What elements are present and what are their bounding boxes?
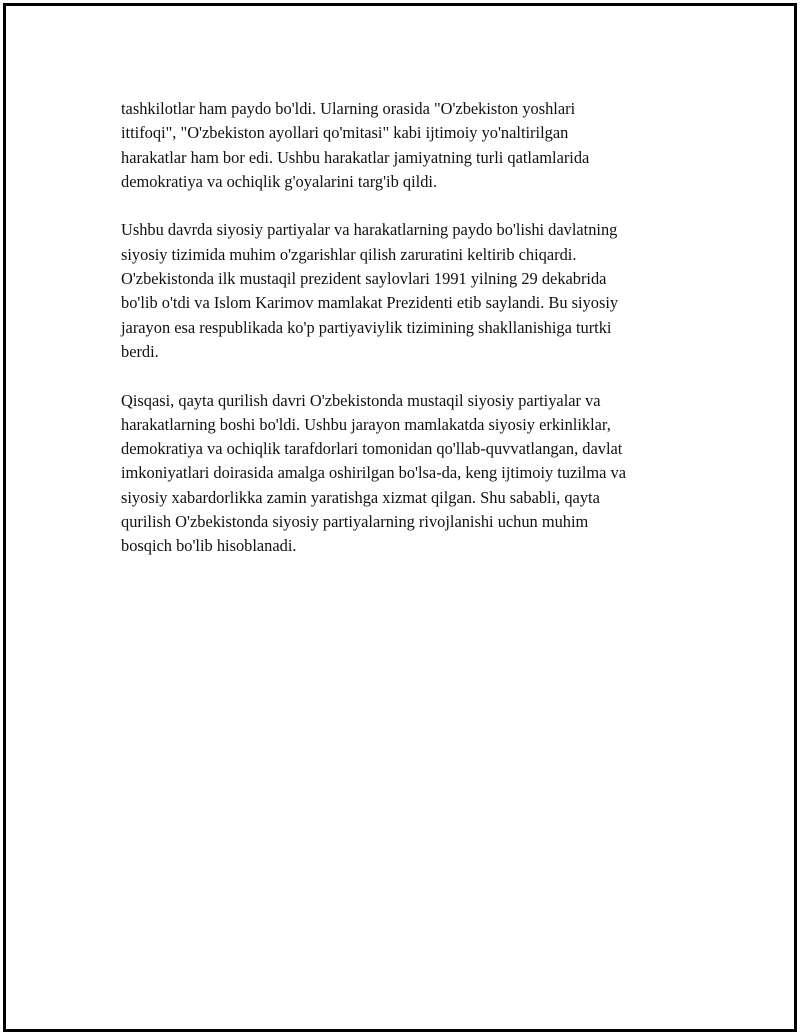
document-page xyxy=(3,3,797,1032)
paragraph-2 xyxy=(121,218,701,364)
text-line: demokratiya va ochiqlik tarafdorlari tomonidan qo'llab-quvvatlangan, davlat xyxy=(121,439,623,459)
text-line: Ushbu davrda siyosiy partiyalar va harakatlarning paydo bo'lishi davlatning xyxy=(121,220,618,240)
text-line: tashkilotlar ham paydo bo'ldi. Ularning orasida "O'zbekiston yoshlari xyxy=(121,99,576,118)
text-line: siyosiy xabardorlikka zamin yaratishga xizmat qilgan. Shu sababli, qayta xyxy=(121,487,600,507)
paragraph-3 xyxy=(121,389,701,559)
paragraph-1 xyxy=(121,97,701,194)
text-line: bosqich bo'lib hisoblanadi. xyxy=(121,536,297,556)
text-line: Qisqasi, qayta qurilish davri O'zbekistonda mustaqil siyosiy partiyalar va xyxy=(121,390,601,410)
text-line: ittifoqi", "O'zbekiston ayollari qo'mitasi" kabi ijtimoiy yo'naltirilgan xyxy=(121,123,569,143)
text-line: imkoniyatlari doirasida amalga oshirilgan bo'lsa-da, keng ijtimoiy tuzilma va xyxy=(121,463,627,483)
text-line: berdi. xyxy=(121,341,159,361)
text-line: qurilish O'zbekistonda siyosiy partiyalarning rivojlanishi uchun muhim xyxy=(121,512,589,532)
text-line: O'zbekistonda ilk mustaqil prezident saylovlari 1991 yilning 29 dekabrida xyxy=(121,269,607,289)
text-line: bo'lib o'tdi va Islom Karimov mamlakat Prezidenti etib saylandi. Bu siyosiy xyxy=(121,293,619,313)
text-line: harakatlarning boshi bo'ldi. Ushbu jarayon mamlakatda siyosiy erkinliklar, xyxy=(121,414,611,434)
document-body xyxy=(121,97,701,583)
text-line: siyosiy tizimida muhim o'zgarishlar qilish zaruratini keltirib chiqardi. xyxy=(121,244,577,264)
text-line: harakatlar ham bor edi. Ushbu harakatlar jamiyatning turli qatlamlarida xyxy=(121,147,590,167)
text-line: demokratiya va ochiqlik g'oyalarini targ'ib qildi. xyxy=(121,171,438,191)
text-line: jarayon esa respublikada ko'p partiyaviylik tizimining shakllanishiga turtki xyxy=(121,317,612,337)
